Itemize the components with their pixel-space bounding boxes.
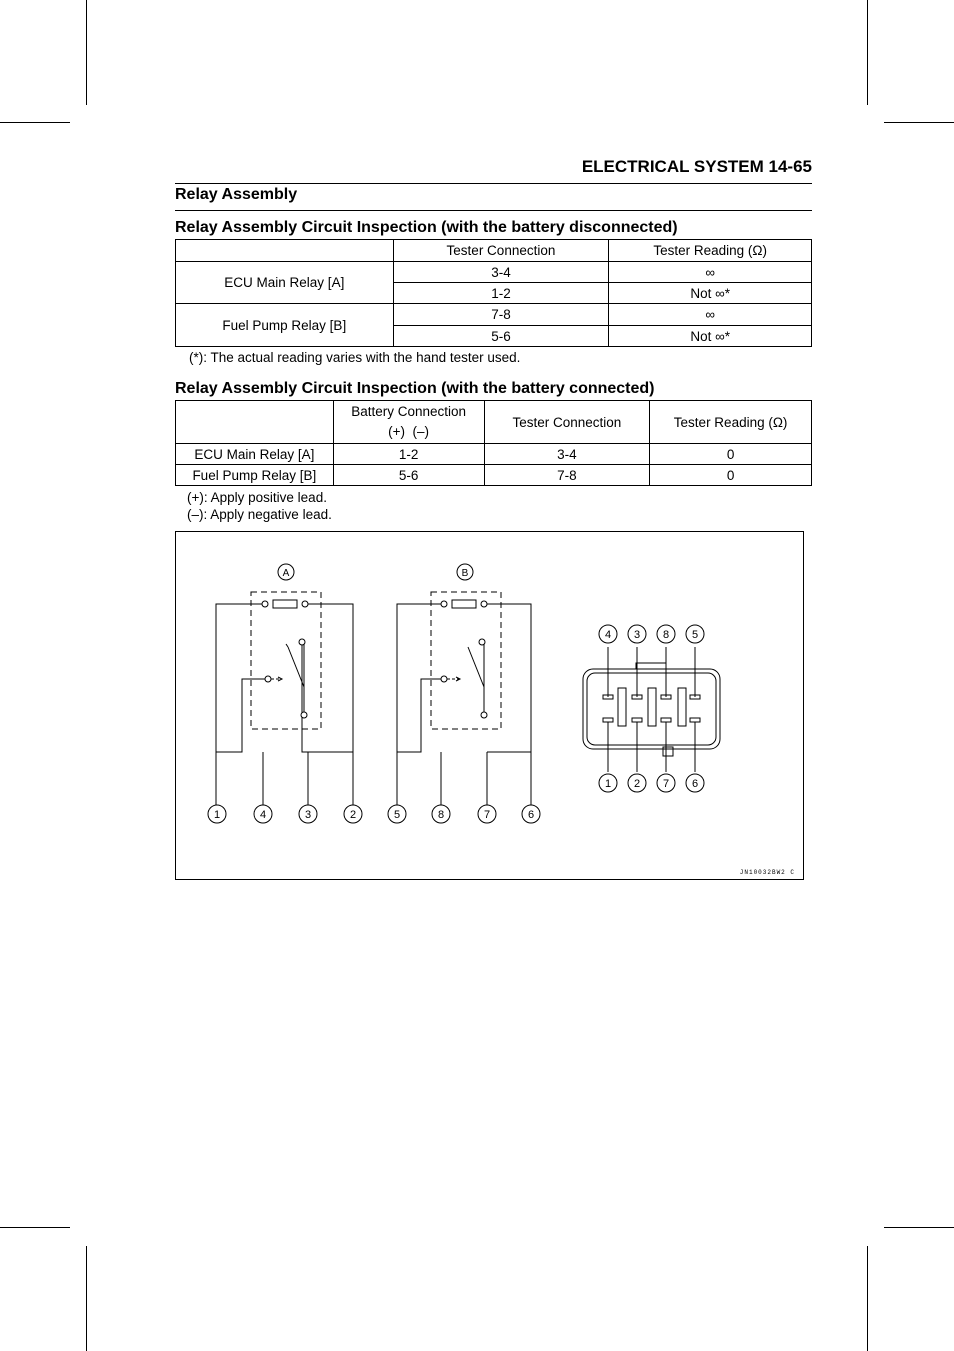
relay-name-cell: Fuel Pump Relay [B] — [176, 304, 394, 347]
crop-mark — [867, 0, 868, 105]
connection-cell: 1-2 — [393, 283, 609, 304]
relay-diagram — [176, 532, 803, 879]
page-header: ELECTRICAL SYSTEM 14-65 — [581, 157, 812, 176]
terminal-label: 5 — [393, 809, 401, 821]
terminal-label: 7 — [483, 809, 491, 821]
terminal-label: 6 — [691, 778, 699, 790]
label-a: A — [282, 568, 290, 579]
section-rule — [175, 210, 812, 211]
section-title: Relay Assembly — [175, 186, 298, 203]
crop-mark — [867, 1246, 868, 1351]
note-positive: (+): Apply positive lead. — [187, 490, 327, 505]
figure-id: JN10032BW2 C — [739, 869, 795, 876]
empty-cell — [176, 401, 334, 444]
crop-mark — [0, 122, 70, 123]
connection-cell: 3-4 — [393, 262, 609, 283]
relay-housing — [251, 592, 321, 729]
reading-cell: ∞ — [609, 262, 812, 283]
connection-cell: 7-8 — [393, 304, 609, 326]
terminal-label: 3 — [633, 629, 641, 641]
reading-cell: Not ∞* — [609, 283, 812, 304]
battery-connection-label: Battery Connection — [351, 404, 467, 419]
crop-mark — [86, 1246, 87, 1351]
table-header-row — [176, 401, 812, 444]
relay-diagram-figure — [175, 531, 804, 880]
coil — [273, 600, 297, 608]
col-header: Tester Connection — [484, 401, 650, 444]
terminal-label: 8 — [662, 629, 670, 641]
tester-cell: 3-4 — [484, 444, 650, 465]
table-battery-connected — [175, 400, 812, 486]
polarity-label: (+) (–) — [388, 424, 430, 439]
table1-title: Relay Assembly Circuit Inspection (with the battery disconnected) — [175, 219, 678, 236]
connection-cell: 5-6 — [393, 326, 609, 347]
terminal-label: 3 — [304, 809, 312, 821]
col-header: Tester Reading (Ω) — [609, 240, 812, 262]
crop-mark — [0, 1227, 70, 1228]
col-header: Tester Connection — [393, 240, 609, 262]
terminal-label: 2 — [633, 778, 641, 790]
terminal-label: 4 — [604, 629, 612, 641]
table-row — [176, 444, 812, 465]
relay-b-diagram — [397, 564, 531, 812]
connector-diagram — [583, 647, 720, 772]
relay-a-diagram — [216, 564, 353, 812]
crop-mark — [884, 122, 954, 123]
note-negative: (–): Apply negative lead. — [187, 507, 332, 522]
coil — [452, 600, 476, 608]
terminal-label: 5 — [691, 629, 699, 641]
table-header-row — [176, 240, 812, 262]
table-battery-disconnected — [175, 239, 812, 347]
reading-cell: Not ∞* — [609, 326, 812, 347]
table2-title: Relay Assembly Circuit Inspection (with the battery connected) — [175, 380, 655, 397]
reading-cell: 0 — [650, 444, 812, 465]
table1-footnote: (*): The actual reading varies with the hand tester used. — [189, 350, 521, 365]
col-header — [333, 401, 484, 444]
header-rule — [175, 183, 812, 184]
terminal-label: 1 — [213, 809, 221, 821]
reading-cell: ∞ — [609, 304, 812, 326]
empty-cell — [176, 240, 394, 262]
tester-cell: 7-8 — [484, 465, 650, 486]
reading-cell: 0 — [650, 465, 812, 486]
terminal-label: 6 — [527, 809, 535, 821]
relay-name-cell: ECU Main Relay [A] — [176, 262, 394, 304]
table-row — [176, 304, 812, 326]
relay-name-cell: Fuel Pump Relay [B] — [176, 465, 334, 486]
label-b: B — [461, 568, 469, 579]
connector-shell — [583, 669, 720, 749]
terminal-label: 2 — [349, 809, 357, 821]
col-header: Tester Reading (Ω) — [650, 401, 812, 444]
terminal-label: 4 — [259, 809, 267, 821]
relay-name-cell: ECU Main Relay [A] — [176, 444, 334, 465]
terminal-label: 7 — [662, 778, 670, 790]
battery-cell: 5-6 — [333, 465, 484, 486]
battery-cell: 1-2 — [333, 444, 484, 465]
table-row — [176, 465, 812, 486]
table-row — [176, 262, 812, 283]
terminal-label: 1 — [604, 778, 612, 790]
terminal-label: 8 — [437, 809, 445, 821]
crop-mark — [884, 1227, 954, 1228]
crop-mark — [86, 0, 87, 105]
relay-housing — [431, 592, 501, 729]
